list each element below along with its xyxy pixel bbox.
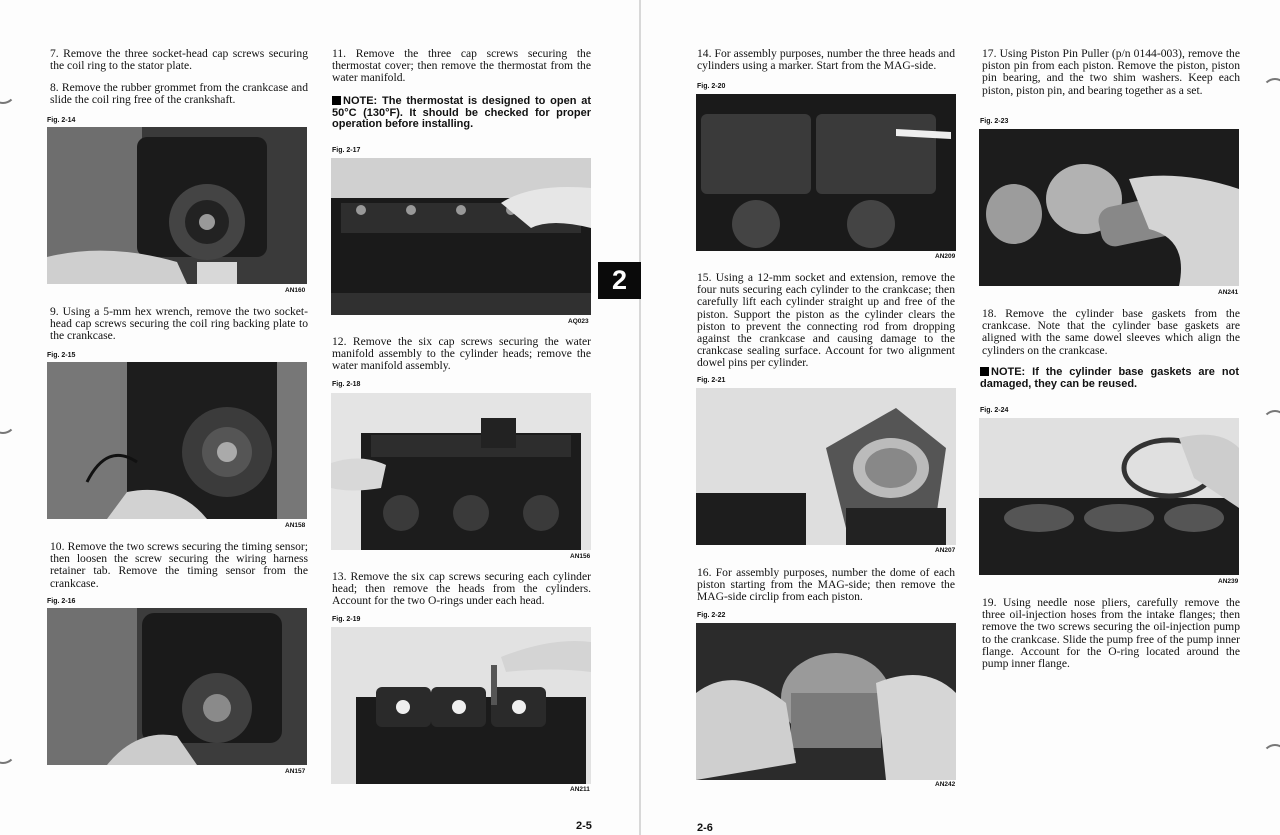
figure-photo-cylinder-lift — [696, 388, 956, 545]
figure-label: Fig. 2-23 — [980, 118, 1009, 125]
page-number-left: 2-5 — [576, 820, 592, 832]
note-thermostat: NOTE: The thermostat is designed to open at 50°C (130°F). It should be checked for proper operation before installing. — [332, 95, 591, 130]
note-base-gaskets: NOTE: If the cylinder base gaskets are not damaged, they can be reused. — [980, 366, 1239, 390]
figure-photo-numbered-cylinders — [696, 94, 956, 251]
figure-code: AN209 — [935, 253, 956, 260]
figure-label: Fig. 2-15 — [47, 352, 76, 359]
step-19: 19. Using needle nose pliers, carefully remove the three oil-injection hoses from the intake flanges; then remove the two screws securing the oil-injection pump to the crankcase. Slide the pump free of the pump inner flange. Account for the O-ring located around the pump inner flange. — [982, 596, 1240, 671]
step-18: 18. Remove the cylinder base gaskets from the crankcase. Note that the cylinder base gaskets are aligned with the same dowel sleeves which align the cylinders on the crankcase. — [982, 307, 1240, 357]
section-tab: 2 — [598, 262, 641, 299]
figure-code: AN157 — [285, 768, 306, 775]
step-13: 13. Remove the six cap screws securing each cylinder head; then remove the heads from the cylinders. Account for the two O-rings under each head. — [332, 570, 591, 608]
figure-photo-piston-pin-puller — [979, 129, 1239, 286]
page-gutter — [639, 0, 641, 835]
figure-photo-piston-circlip — [696, 623, 956, 780]
step-7: 7. Remove the three socket-head cap screws securing the coil ring to the stator plate. — [50, 47, 308, 73]
figure-photo-cylinder-heads — [331, 627, 591, 784]
figure-photo-water-manifold — [331, 393, 591, 550]
figure-label: Fig. 2-20 — [697, 83, 726, 90]
figure-code: AN156 — [570, 553, 591, 560]
figure-photo-timing-sensor — [47, 608, 307, 765]
step-17: 17. Using Piston Pin Puller (p/n 0144-003), remove the piston pin from each piston. Remove the piston, piston pin bearing, and the two shim washers. Keep each piston, piston pin, and bearing together as a set. — [982, 47, 1240, 97]
step-8: 8. Remove the rubber grommet from the crankcase and slide the coil ring free of the crankshaft. — [50, 81, 308, 107]
note-bullet-icon — [332, 96, 341, 105]
figure-label: Fig. 2-24 — [980, 407, 1009, 414]
figure-label: Fig. 2-22 — [697, 612, 726, 619]
page-number-right: 2-6 — [697, 822, 713, 834]
figure-label: Fig. 2-17 — [332, 147, 361, 154]
figure-code: AN207 — [935, 547, 956, 554]
figure-code: AQ023 — [568, 318, 589, 325]
figure-label: Fig. 2-19 — [332, 616, 361, 623]
step-14: 14. For assembly purposes, number the three heads and cylinders using a marker. Start from the MAG-side. — [697, 47, 955, 73]
figure-code: AN160 — [285, 287, 306, 294]
figure-label: Fig. 2-16 — [47, 598, 76, 605]
figure-code: AN158 — [285, 522, 306, 529]
figure-label: Fig. 2-14 — [47, 117, 76, 124]
figure-photo-backing-plate — [47, 362, 307, 519]
figure-label: Fig. 2-18 — [332, 381, 361, 388]
step-10: 10. Remove the two screws securing the timing sensor; then loosen the screw securing the wiring harness retainer tab. Remove the timing sensor from the crankcase. — [50, 540, 308, 590]
step-11: 11. Remove the three cap screws securing the thermostat cover; then remove the thermostat from the water manifold. — [332, 47, 591, 85]
figure-photo-thermostat-cover — [331, 158, 591, 315]
step-9: 9. Using a 5-mm hex wrench, remove the two socket-head cap screws securing the coil ring backing plate to the crankcase. — [50, 305, 308, 343]
figure-code: AN241 — [1218, 289, 1239, 296]
figure-photo-engine-coil-ring — [47, 127, 307, 284]
step-12: 12. Remove the six cap screws securing the water manifold assembly to the cylinder heads; remove the water manifold assembly. — [332, 335, 591, 373]
figure-code: AN211 — [570, 786, 590, 793]
figure-photo-base-gasket — [979, 418, 1239, 575]
figure-code: AN242 — [935, 781, 956, 788]
note-bullet-icon — [980, 367, 989, 376]
step-15: 15. Using a 12-mm socket and extension, remove the four nuts securing each cylinder to the crankcase; then carefully lift each cylinder straight up and free of the piston. Support the piston as the cylinder clears the piston to prevent the connecting rod from dropping against the crankcase and causing damage to the crankcase sealing surface. Account for two alignment dowel pins per cylinder. — [697, 271, 955, 370]
step-16: 16. For assembly purposes, number the dome of each piston starting from the MAG-side; then remove the MAG-side circlip from each piston. — [697, 566, 955, 604]
figure-code: AN239 — [1218, 578, 1239, 585]
figure-label: Fig. 2-21 — [697, 377, 726, 384]
